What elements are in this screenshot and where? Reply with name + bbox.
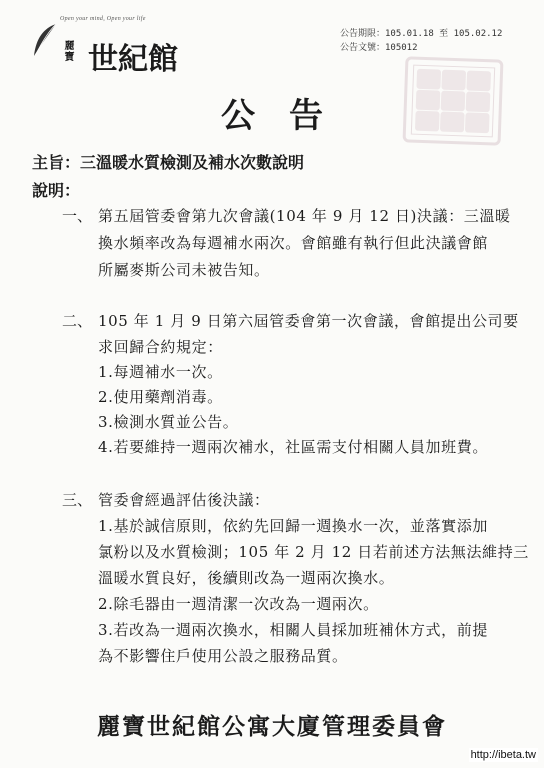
- section-2-item: 1.每週補水一次。: [98, 363, 223, 381]
- subject-line: 主旨：三溫暖水質檢測及補水次數說明: [32, 153, 305, 172]
- logo-tagline: Open your mind, Open your life: [60, 16, 146, 22]
- section-2-number: 二、: [62, 312, 93, 330]
- section-2-line: 求回歸合約規定：: [98, 338, 223, 356]
- source-watermark: http://ibeta.tw: [470, 749, 536, 761]
- page-title: 公告: [221, 96, 357, 136]
- logo-brand-name: 世紀館: [88, 42, 178, 77]
- section-2-item: 4.若要維持一週兩次補水，社區需支付相關人員加班費。: [98, 438, 488, 456]
- notice-number: 公告文號：105012: [340, 43, 418, 53]
- section-1-number: 一、: [62, 207, 93, 225]
- section-3-line: 管委會經過評估後決議：: [98, 491, 270, 509]
- issuer-signature: 麗寶世紀館公寓大廈管理委員會: [97, 713, 447, 740]
- section-1-line: 所屬麥斯公司未被告知。: [98, 261, 270, 279]
- section-3-item: 2.除毛器由一週清潔一次改為一週兩次。: [98, 595, 379, 613]
- section-3-item: 3.若改為一週兩次換水，相關人員採加班補休方式，前提: [98, 621, 488, 639]
- section-3-item: 為不影響住戶使用公設之服務品質。: [98, 647, 348, 665]
- section-3-item: 1.基於誠信原則，依約先回歸一週換水一次，並落實添加: [98, 517, 488, 535]
- section-1-line: 第五屆管委會第九次會議(104 年 9 月 12 日)決議：三溫暖: [98, 207, 511, 225]
- section-2-line: 105 年 1 月 9 日第六屆管委會第一次會議，會館提出公司要: [98, 312, 519, 330]
- feather-logo-icon: [30, 22, 60, 58]
- section-3-number: 三、: [62, 491, 93, 509]
- logo-brand-small: 麗寶: [62, 40, 73, 62]
- section-3-item: 氯粉以及水質檢測；105 年 2 月 12 日若前述方法無法維持三: [98, 543, 529, 561]
- section-2-item: 2.使用藥劑消毒。: [98, 388, 223, 406]
- notice-period: 公告期限：105.01.18 至 105.02.12: [340, 29, 503, 39]
- explanation-label: 說明：: [32, 181, 81, 200]
- section-3-item: 溫暖水質良好，後續則改為一週兩次換水。: [98, 569, 395, 587]
- section-1-line: 換水頻率改為每週補水兩次。會館雖有執行但此決議會館: [98, 234, 489, 252]
- section-2-item: 3.檢測水質並公告。: [98, 413, 239, 431]
